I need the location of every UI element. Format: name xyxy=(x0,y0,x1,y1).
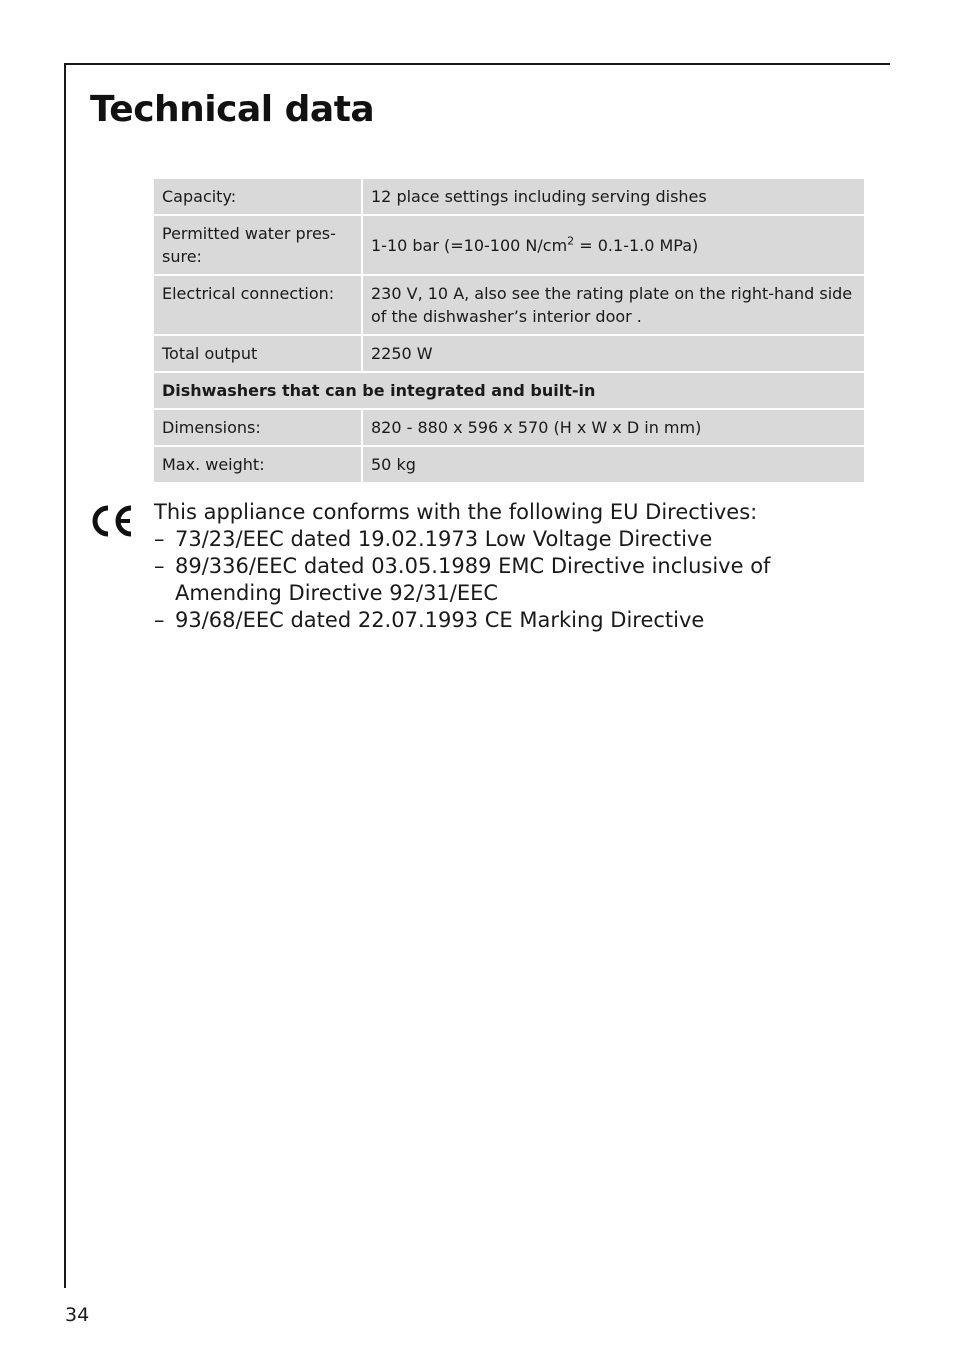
water-pressure-value-superscript: 2 xyxy=(567,234,575,248)
max-weight-label: Max. weight: xyxy=(154,447,363,484)
total-output-label: Total output xyxy=(154,336,363,373)
eu-directives-block xyxy=(154,499,864,634)
table-row-electrical-connection xyxy=(154,276,864,336)
directives-intro: This appliance conforms with the following EU Directives: xyxy=(154,500,758,524)
directives-list xyxy=(154,526,864,634)
ce-mark-icon xyxy=(88,502,134,540)
table-row-water-pressure xyxy=(154,216,864,276)
table-row-section-heading xyxy=(154,373,864,410)
max-weight-value: 50 kg xyxy=(363,447,864,484)
directive-text: 89/336/EEC dated 03.05.1989 EMC Directive inclusive of Amending Directive 92/31/EEC xyxy=(175,554,771,605)
table-row-max-weight xyxy=(154,447,864,484)
technical-data-table xyxy=(154,179,864,484)
electrical-connection-label: Electrical connection: xyxy=(154,276,363,336)
frame-left-rule xyxy=(64,63,66,1288)
table-row-capacity xyxy=(154,179,864,216)
page-title: Technical data xyxy=(90,89,375,130)
table-row-dimensions xyxy=(154,410,864,447)
section-heading: Dishwashers that can be integrated and built-in xyxy=(154,373,864,410)
water-pressure-value xyxy=(363,216,864,276)
capacity-label: Capacity: xyxy=(154,179,363,216)
dimensions-label: Dimensions: xyxy=(154,410,363,447)
water-pressure-value-suffix: = 0.1-1.0 MPa) xyxy=(574,235,699,255)
capacity-value: 12 place settings including serving dishes xyxy=(363,179,864,216)
table-row-total-output xyxy=(154,336,864,373)
water-pressure-value-prefix: 1-10 bar (=10-100 N/cm xyxy=(371,235,568,255)
directive-item xyxy=(154,607,864,634)
list-dash: – xyxy=(154,554,165,578)
directive-item xyxy=(154,553,864,607)
list-dash: – xyxy=(154,608,165,632)
total-output-value: 2250 W xyxy=(363,336,864,373)
list-dash: – xyxy=(154,527,165,551)
dimensions-value: 820 - 880 x 596 x 570 (H x W x D in mm) xyxy=(363,410,864,447)
electrical-connection-value: 230 V, 10 A, also see the rating plate on the right-hand side of the dishwasher’s interior door . xyxy=(363,276,864,336)
directive-item xyxy=(154,526,864,553)
frame-top-rule xyxy=(64,63,890,65)
directive-text: 73/23/EEC dated 19.02.1973 Low Voltage Directive xyxy=(175,527,713,551)
water-pressure-label-text: Permitted water pres- sure: xyxy=(162,224,336,266)
page-number: 34 xyxy=(65,1304,90,1326)
directive-text: 93/68/EEC dated 22.07.1993 CE Marking Directive xyxy=(175,608,705,632)
water-pressure-label xyxy=(154,216,363,276)
